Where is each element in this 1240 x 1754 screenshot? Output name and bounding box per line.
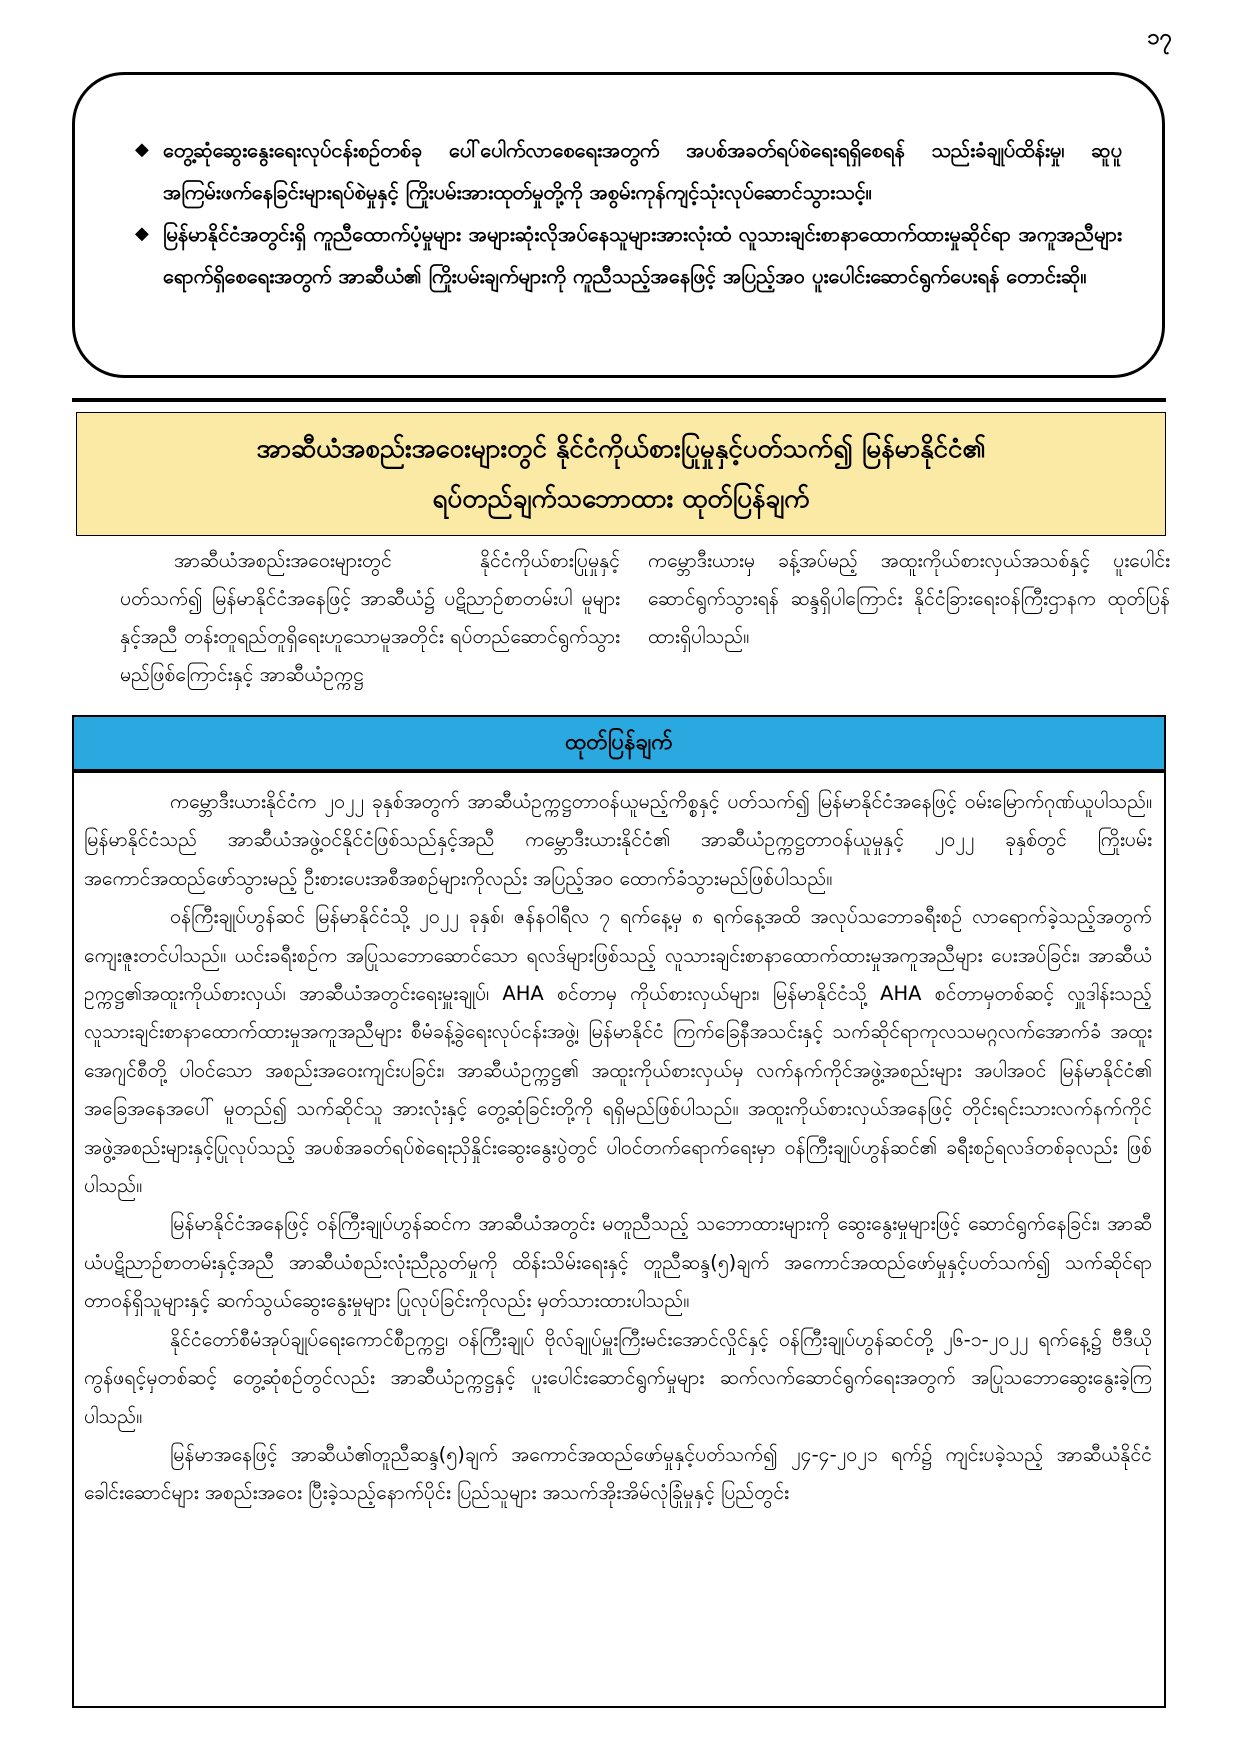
bullet-text: မြန်မာနိုင်ငံအတွင်းရှိ ကူညီထောက်ပံ့မှုများ အများဆုံးလိုအပ်နေသူများအားလုံးထံ လူသားချင်းစာနာထောက်ထားမှုဆိုင်ရာ အကူအညီများ ရောက်ရှိစေရေးအတွက် အာဆီယံ၏ ကြိုးပမ်းချက်များကို ကူညီသည့်အနေဖြင့် အပြည့်အဝ ပူးပေါင်းဆောင်ရွက်ပေးရန် တောင်းဆို။: [163, 222, 1122, 288]
diamond-bullet-icon: ◆: [135, 223, 149, 244]
recommendations-box: [72, 72, 1165, 378]
intro-columns: [120, 542, 1172, 694]
section-title-line2: ရပ်တည်ချက်သဘောထား ထုတ်ပြန်ချက်: [432, 484, 810, 514]
bullet-item: [135, 129, 1122, 213]
statement-paragraph: ဝန်ကြီးချုပ်ဟွန်ဆင် မြန်မာနိုင်ငံသို့ ၂၀၂၂ ခုနှစ်၊ ဇန်နဝါရီလ ၇ ရက်နေ့မှ ၈ ရက်နေ့အထိ အလုပ်သဘောခရီးစဉ် လာရောက်ခဲ့သည့်အတွက် ကျေးဇူးတင်ပါသည်။ ယင်းခရီးစဉ်က အပြုသဘောဆောင်သော ရလဒ်များဖြစ်သည့် လူသားချင်းစာနာထောက်ထားမှုအကူအညီများ ပေးအပ်ခြင်း၊ အာဆီယံဥက္ကဋ္ဌ၏အထူးကိုယ်စားလှယ်၊ အာဆီယံအတွင်းရေးမှူးချုပ်၊ AHA စင်တာမှ ကိုယ်စားလှယ်များ၊ မြန်မာနိုင်ငံသို့ AHA စင်တာမှတစ်ဆင့် လှူဒါန်းသည့် လူသားချင်းစာနာထောက်ထားမှုအကူအညီများ စီမံခန့်ခွဲရေးလုပ်ငန်းအဖွဲ့၊ မြန်မာနိုင်ငံ ကြက်ခြေနီအသင်းနှင့် သက်ဆိုင်ရာကုလသမဂ္ဂလက်အောက်ခံ အထူးအေဂျင်စီတို့ ပါဝင်သော အစည်းအဝေးကျင်းပခြင်း၊ အာဆီယံဥက္ကဋ္ဌ၏ အထူးကိုယ်စားလှယ်မှ လက်နက်ကိုင်အဖွဲ့အစည်းများ အပါအဝင် မြန်မာနိုင်ငံ၏ အခြေအနေအပေါ် မူတည်၍ သက်ဆိုင်သူ အားလုံးနှင့် တွေ့ဆုံခြင်းတို့ကို ရရှိမည်ဖြစ်ပါသည်။ အထူးကိုယ်စားလှယ်အနေဖြင့် တိုင်းရင်းသားလက်နက်ကိုင်အဖွဲ့အစည်းများနှင့်ပြုလုပ်သည့် အပစ်အခတ်ရပ်စဲရေးညှိနှိုင်းဆွေးနွေးပွဲတွင် ပါဝင်တက်ရောက်ရေးမှာ ဝန်ကြီးချုပ်ဟွန်ဆင်၏ ခရီးစဉ်ရလဒ်တစ်ခုလည်း ဖြစ်ပါသည်။: [84, 905, 1152, 1198]
bullet-text: တွေ့ဆုံဆွေးနွေးရေးလုပ်ငန်းစဉ်တစ်ခု ပေါ်ပေါက်လာစေရေးအတွက် အပစ်အခတ်ရပ်စဲရေးရရှိစေရန် သည်းခံချုပ်ထိန်းမှု၊ ဆူပူအကြမ်းဖက်နေခြင်းများရပ်စဲမှုနှင့် ကြိုးပမ်းအားထုတ်မှုတို့ကို အစွမ်းကုန်ကျင့်သုံးလုပ်ဆောင်သွားသင့်။: [163, 138, 1122, 204]
statement-paragraph: မြန်မာအနေဖြင့် အာဆီယံ၏တူညီဆန္ဒ(၅)ချက် အကောင်အထည်ဖော်မှုနှင့်ပတ်သက်၍ ၂၄-၄-၂၀၂၁ ရက်၌ ကျင်းပခဲ့သည့် အာဆီယံနိုင်ငံခေါင်းဆောင်များ အစည်းအဝေး ပြီးခဲ့သည့်နောက်ပိုင်း ပြည်သူများ အသက်အိုးအိမ်လုံခြုံမှုနှင့် ပြည်တွင်း: [84, 1442, 1152, 1505]
intro-column-right: ကမ္ဘောဒီးယားမှ ခန့်အပ်မည့် အထူးကိုယ်စားလှယ်အသစ်နှင့် ပူးပေါင်းဆောင်ရွက်သွားရန် ဆန္ဒရှိပါကြောင်း နိုင်ငံခြားရေးဝန်ကြီးဌာနက ထုတ်ပြန်ထားရှိပါသည်။: [648, 549, 1170, 648]
diamond-bullet-icon: ◆: [135, 139, 149, 160]
intro-column-left: အာဆီယံအစည်းအဝေးများတွင် နိုင်ငံကိုယ်စားပြုမှုနှင့်ပတ်သက်၍ မြန်မာနိုင်ငံအနေဖြင့် အာဆီယံ၌ ပဋိညာဉ်စာတမ်းပါ မူများနှင့်အညီ တန်းတူရည်တူရှိရေးဟူသောမူအတိုင်း ရပ်တည်ဆောင်ရွက်သွားမည်ဖြစ်ကြောင်းနှင့် အာဆီယံဥက္ကဋ္ဌ: [120, 549, 620, 686]
page-number: ၁၇: [1147, 25, 1172, 50]
statement-body: [72, 771, 1166, 1708]
section-title-line1: အာဆီယံအစည်းအဝေးများတွင် နိုင်ငံကိုယ်စားပြုမှုနှင့်ပတ်သက်၍ မြန်မာနိုင်ငံ၏: [256, 434, 986, 464]
section-divider: [72, 398, 1166, 402]
statement-paragraph: နိုင်ငံတော်စီမံအုပ်ချုပ်ရေးကောင်စီဥက္ကဋ္ဌ၊ ဝန်ကြီးချုပ် ဗိုလ်ချုပ်မှူးကြီးမင်းအောင်လှိုင်နှင့် ဝန်ကြီးချုပ်ဟွန်ဆင်တို့ ၂၆-၁-၂၀၂၂ ရက်နေ့၌ ဗီဒီယိုကွန်ဖရင့်မှတစ်ဆင့် တွေ့ဆုံစဉ်တွင်လည်း အာဆီယံဥက္ကဋ္ဌနှင့် ပူးပေါင်းဆောင်ရွက်မှုများ ဆက်လက်ဆောင်ရွက်ရေးအတွက် အပြုသဘောဆွေးနွေးခဲ့ကြပါသည်။: [84, 1327, 1152, 1428]
section-title-box: [76, 412, 1166, 536]
statement-paragraph: ကမ္ဘောဒီးယားနိုင်ငံက ၂၀၂၂ ခုနှစ်အတွက် အာဆီယံဥက္ကဋ္ဌတာဝန်ယူမည့်ကိစ္စနှင့် ပတ်သက်၍ မြန်မာနိုင်ငံအနေဖြင့် ဝမ်းမြောက်ဂုဏ်ယူပါသည်။ မြန်မာနိုင်ငံသည် အာဆီယံအဖွဲ့ဝင်နိုင်ငံဖြစ်သည်နှင့်အညီ ကမ္ဘောဒီးယားနိုင်ငံ၏ အာဆီယံဥက္ကဋ္ဌတာဝန်ယူမှုနှင့် ၂၀၂၂ ခုနှစ်တွင် ကြိုးပမ်းအကောင်အထည်ဖော်သွားမည့် ဦးစားပေးအစီအစဉ်များကိုလည်း အပြည့်အဝ ထောက်ခံသွားမည်ဖြစ်ပါသည်။: [84, 790, 1152, 890]
bullet-item: [135, 213, 1122, 297]
statement-paragraph: မြန်မာနိုင်ငံအနေဖြင့် ဝန်ကြီးချုပ်ဟွန်ဆင်က အာဆီယံအတွင်း မတူညီသည့် သဘောထားများကို ဆွေးနွေးမှုများဖြင့် ဆောင်ရွက်နေခြင်း၊ အာဆီယံပဋိညာဉ်စာတမ်းနှင့်အညီ အာဆီယံစည်းလုံးညီညွတ်မှုကို ထိန်းသိမ်းရေးနှင့် တူညီဆန္ဒ(၅)ချက် အကောင်အထည်ဖော်မှုနှင့်ပတ်သက်၍ သက်ဆိုင်ရာတာဝန်ရှိသူများနှင့် ဆက်သွယ်ဆွေးနွေးမှုများ ပြုလုပ်ခြင်းကိုလည်း မှတ်သားထားပါသည်။: [84, 1212, 1152, 1313]
statement-header: ထုတ်ပြန်ချက်: [72, 715, 1166, 771]
